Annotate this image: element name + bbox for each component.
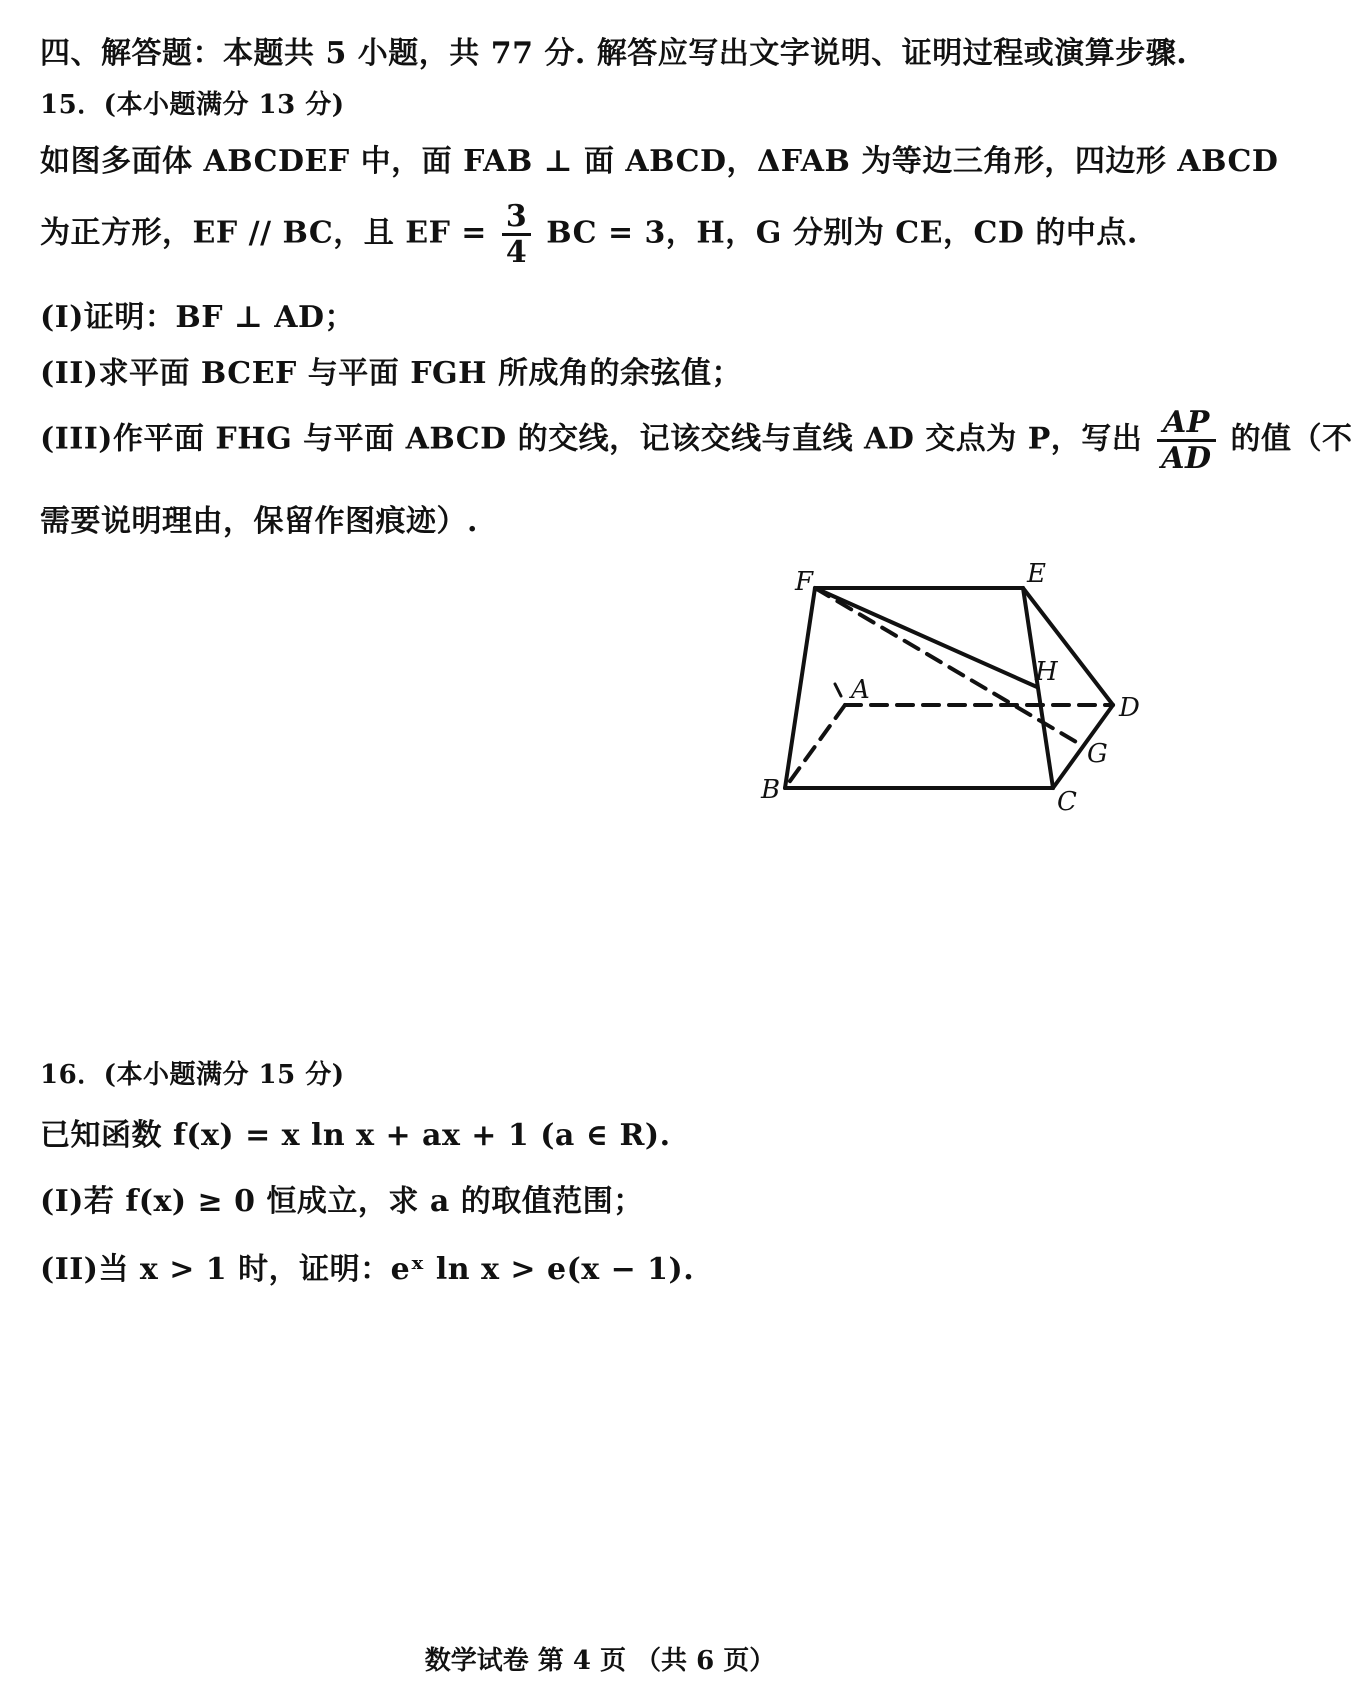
label-C: C [1057,787,1077,817]
q15-part1: (I)证明：BF ⊥ AD； [40,300,356,335]
q15-title: 15．(本小题满分 13 分) [40,90,345,120]
label-B: B [761,775,781,805]
fraction-numerator: AP [1162,405,1210,440]
edge-FB [785,588,815,788]
q16-part1: (I)若 f(x) ≥ 0 恒成立，求 a 的取值范围； [40,1184,644,1219]
label-D: D [1119,693,1140,723]
q16-title: 16．(本小题满分 15 分) [40,1060,345,1090]
label-F: F [795,567,814,597]
q15-part2: (II)求平面 BCEF 与平面 FGH 所成角的余弦值； [40,356,742,391]
polyhedron-figure [745,560,1145,830]
q16-part2: (II)当 x > 1 时，证明：eˣ ln x > e(x − 1). [40,1252,695,1287]
fraction-ap-ad [1157,406,1215,475]
edge-FA-hidden [835,684,841,696]
q15-part3 [40,406,1353,475]
q15-stem-line2-post: BC = 3，H，G 分别为 CE，CD 的中点. [546,215,1138,251]
fraction-numerator: 3 [505,199,528,234]
q15-stem-line2 [40,200,1138,269]
fraction-denominator: 4 [502,233,531,269]
fraction-denominator: AD [1157,439,1215,475]
label-G: G [1087,739,1108,769]
label-E: E [1027,559,1046,589]
label-H: H [1035,657,1058,687]
q15-stem-line2-pre: 为正方形，EF // BC，且 EF = [40,215,487,251]
segment-FH [815,588,1037,687]
label-A: A [851,675,870,705]
page-footer: 数学试卷 第 4 页 （共 6 页） [424,1646,776,1676]
q16-stem: 已知函数 f(x) = x ln x + ax + 1 (a ∈ R). [40,1118,671,1153]
q15-part3-continued: 需要说明理由，保留作图痕迹）. [40,504,478,539]
section-header: 四、解答题：本题共 5 小题，共 77 分. 解答应写出文字说明、证明过程或演算步骤. [40,36,1188,71]
q15-part3-post: 的值（不 [1230,421,1353,457]
q15-stem-line1: 如图多面体 ABCDEF 中，面 FAB ⊥ 面 ABCD，ΔFAB 为等边三角形，四边形 ABCD [40,144,1279,179]
fraction-three-quarters [502,200,531,269]
q15-part3-pre: (III)作平面 FHG 与平面 ABCD 的交线，记该交线与直线 AD 交点为 P，写出 [40,421,1143,457]
